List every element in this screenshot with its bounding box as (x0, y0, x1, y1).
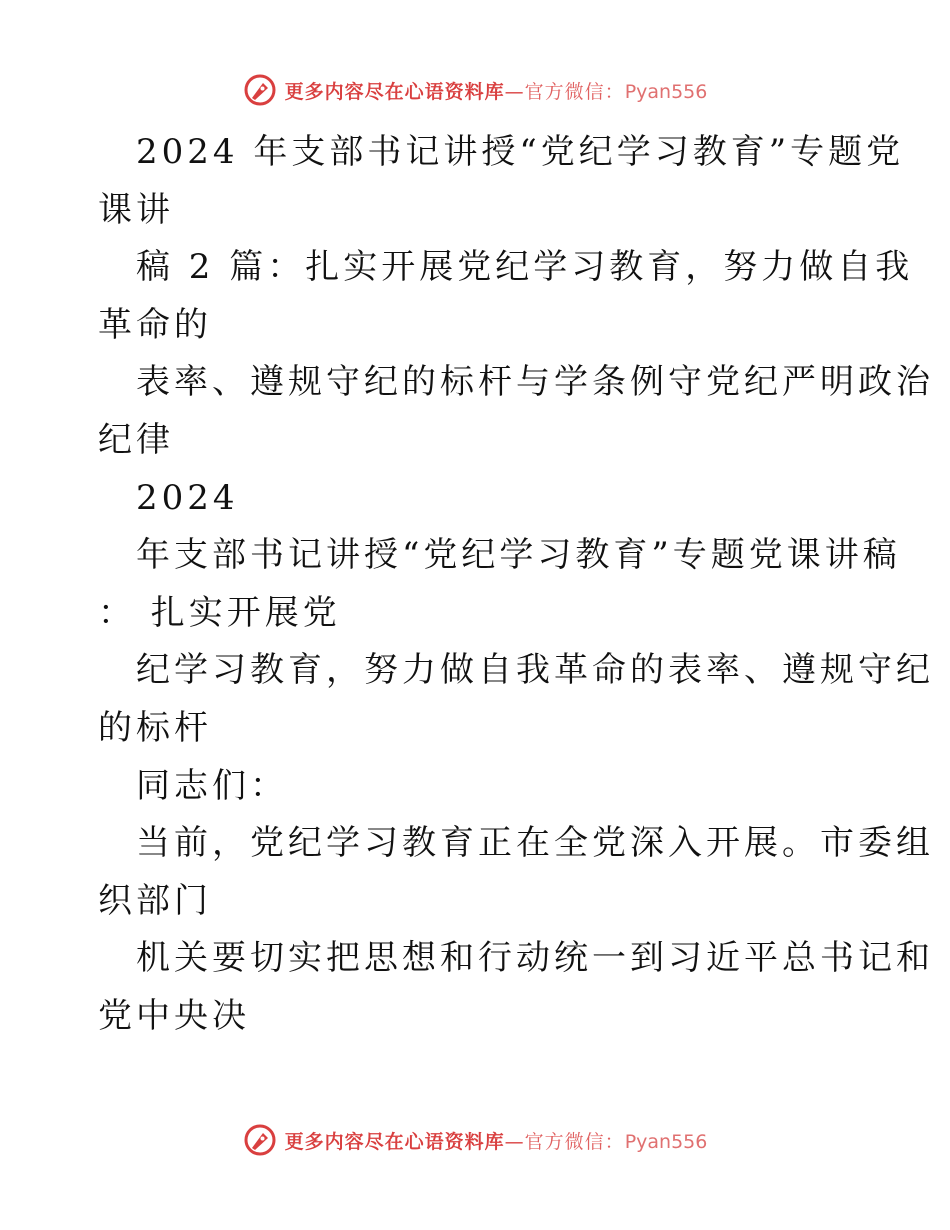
text-line: 纪律 (98, 419, 174, 460)
text-line: 同志们： (136, 765, 288, 806)
watermark-text (285, 1127, 708, 1154)
watermark-dash: — (504, 80, 525, 103)
text-line: 2024 (136, 477, 239, 518)
text-line: 2024 年支部书记讲授“党纪学习教育”专题党 (136, 132, 905, 172)
watermark-wechat-id: Pyan556 (624, 80, 708, 103)
watermark-main: 更多内容尽在心语资料库 (284, 1130, 505, 1153)
text-line: 党中央决 (98, 995, 250, 1036)
watermark-text (285, 77, 708, 104)
text-line: 课讲 (98, 189, 174, 230)
text-line: 当前，党纪学习教育正在全党深入开展。市委组 (136, 823, 934, 864)
document-body (98, 124, 934, 1046)
text-line: 革命的 (98, 304, 212, 345)
text-line: 纪学习教育，努力做自我革命的表率、遵规守纪 (136, 650, 934, 691)
header-watermark (0, 70, 950, 110)
watermark-main: 更多内容尽在心语资料库 (284, 80, 505, 103)
watermark-wechat-label: 官方微信： (524, 1130, 625, 1153)
text-line: 年支部书记讲授“党纪学习教育”专题党课讲稿 (136, 535, 901, 576)
text-line: 的标杆 (98, 707, 212, 748)
text-line: 机关要切实把思想和行动统一到习近平总书记和 (136, 938, 934, 979)
text-line: 表率、遵规守纪的标杆与学条例守党纪严明政治 (136, 362, 934, 403)
watermark-wechat-label: 官方微信： (524, 80, 625, 103)
pen-nib-circle-icon (243, 1123, 277, 1157)
text-line: 织部门 (98, 880, 212, 921)
text-line: ： 扎实开展党 (98, 592, 341, 633)
watermark-wechat-id: Pyan556 (624, 1130, 708, 1153)
pen-nib-circle-icon (243, 73, 277, 107)
footer-watermark (0, 1120, 950, 1160)
watermark-dash: — (504, 1130, 525, 1153)
text-line: 稿 2 篇：扎实开展党纪学习教育，努力做自我 (136, 247, 914, 288)
